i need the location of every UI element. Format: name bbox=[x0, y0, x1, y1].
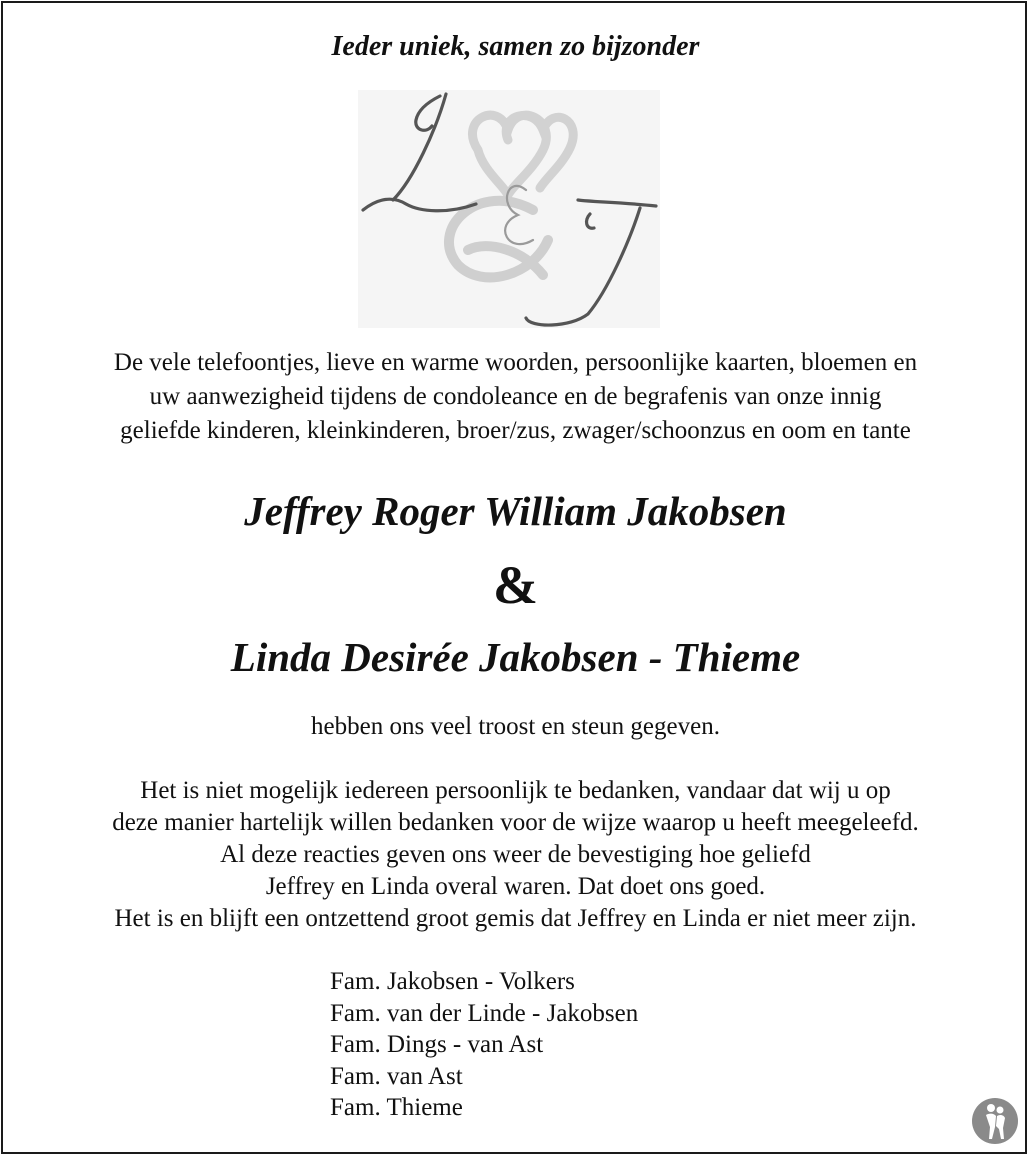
monogram-image bbox=[358, 90, 660, 328]
intro-line: uw aanwezigheid tijdens de condoleance en de begrafenis van onze innig bbox=[149, 383, 882, 410]
family-name: Fam. Thieme bbox=[330, 1094, 463, 1121]
memorial-logo bbox=[971, 1097, 1019, 1145]
family-name: Fam. Dings - van Ast bbox=[330, 1031, 544, 1058]
family-name: Fam. van der Linde - Jakobsen bbox=[330, 999, 639, 1027]
memorial-figures-icon bbox=[971, 1097, 1019, 1145]
thanks-line: Al deze reacties geven ons weer de bevestiging hoe geliefd bbox=[220, 841, 811, 868]
deceased-name-jeffrey: Jeffrey Roger William Jakobsen bbox=[244, 488, 787, 534]
family-name: Fam. van Ast bbox=[330, 1062, 463, 1090]
family-name: Fam. Jakobsen - Volkers bbox=[330, 968, 575, 995]
ampersand: & bbox=[493, 555, 538, 615]
intro-line: geliefde kinderen, kleinkinderen, broer/zus, zwager/schoonzus en oom en tante bbox=[120, 417, 911, 444]
intro-paragraph bbox=[0, 346, 1031, 448]
motto: Ieder uniek, samen zo bijzonder bbox=[331, 31, 700, 62]
thanks-paragraph bbox=[0, 775, 1031, 935]
family-signatures bbox=[330, 966, 638, 1124]
thanks-line: Het is niet mogelijk iedereen persoonlijk te bedanken, vandaar dat wij u op bbox=[140, 777, 891, 804]
intro-line: De vele telefoontjes, lieve en warme woorden, persoonlijke kaarten, bloemen en bbox=[113, 349, 918, 376]
deceased-name-linda: Linda Desirée Jakobsen - Thieme bbox=[230, 634, 801, 680]
thanks-line: deze manier hartelijk willen bedanken voor de wijze waarop u heeft meegeleefd. bbox=[112, 809, 919, 836]
intertwined-hearts-monogram-icon bbox=[358, 90, 660, 328]
thanks-line: Het is en blijft een ontzettend groot gemis dat Jeffrey en Linda er niet meer zijn. bbox=[114, 905, 917, 932]
thanks-line: Jeffrey en Linda overal waren. Dat doet ons goed. bbox=[265, 873, 766, 900]
support-line: hebben ons veel troost en steun gegeven. bbox=[311, 713, 720, 740]
